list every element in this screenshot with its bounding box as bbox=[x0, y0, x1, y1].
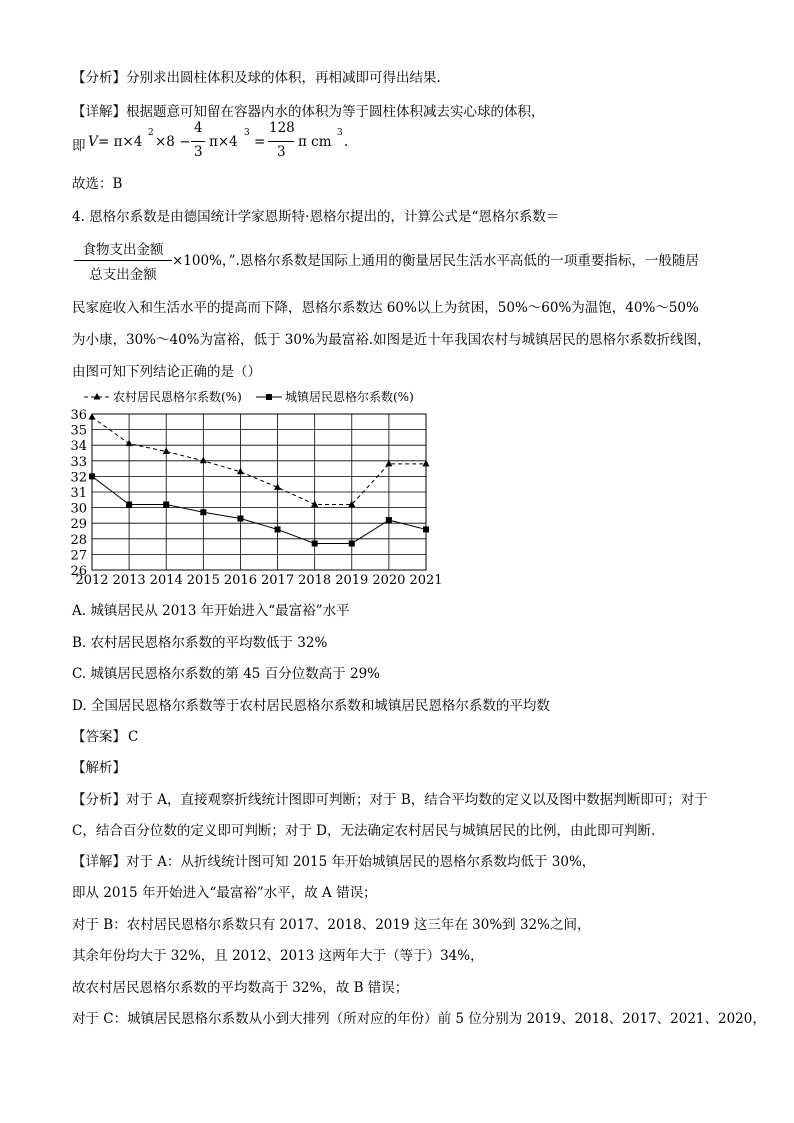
option-c[interactable]: C. 城镇居民恩格尔系数的第 45 百分位数高于 29% bbox=[72, 666, 380, 682]
engel-line-chart bbox=[64, 383, 444, 585]
x-tick-label: 2018 bbox=[298, 573, 332, 585]
question-4-line5: 由图可知下列结论正确的是（） bbox=[72, 364, 261, 380]
detail-line-2: 即从 2015 年开始进入“最富裕”水平，故 A 错误； bbox=[72, 885, 377, 901]
frac1-den: 3 bbox=[194, 144, 203, 160]
y-tick-label: 34 bbox=[70, 439, 87, 455]
square-marker bbox=[312, 540, 318, 546]
formula-part2: ×8 − bbox=[155, 134, 191, 150]
formula-sup3: 3 bbox=[337, 128, 343, 138]
square-marker bbox=[423, 526, 429, 532]
x-tick-label: 2015 bbox=[186, 573, 220, 585]
engel-frac-bar bbox=[74, 260, 172, 261]
question-4-line4: 为小康，30%～40%为富裕，低于 30%为最富裕.如图是近十年我国农村与城镇居民的恩格尔系数折线图， bbox=[72, 332, 711, 348]
y-tick-label: 28 bbox=[70, 532, 87, 548]
square-marker bbox=[349, 540, 355, 546]
legend-label: 农村居民恩格尔系数(%) bbox=[113, 390, 242, 404]
formula-var: V bbox=[88, 134, 98, 150]
legend-triangle-marker bbox=[94, 393, 101, 400]
analysis-line-2: C，结合百分位数的定义即可判断；对于 D，无法确定农村居民与城镇居民的比例，由此即可判断. bbox=[72, 823, 656, 839]
formula-part1: = π×4 bbox=[98, 134, 143, 150]
x-tick-label: 2016 bbox=[223, 573, 257, 585]
y-tick-label: 32 bbox=[70, 470, 87, 486]
square-marker bbox=[386, 517, 392, 523]
chart-svg bbox=[64, 383, 444, 585]
y-tick-label: 29 bbox=[70, 517, 87, 533]
detail-line-1: 【详解】对于 A：从折线统计图可知 2015 年开始城镇居民的恩格尔系数均低于 30%， bbox=[72, 854, 596, 870]
formula-part3: π×4 bbox=[209, 134, 238, 150]
legend-square-marker bbox=[266, 394, 272, 400]
option-a[interactable]: A. 城镇居民从 2013 年开始进入“最富裕”水平 bbox=[72, 603, 350, 619]
series-line-2 bbox=[92, 476, 426, 543]
legend-label: 城镇居民恩格尔系数(%) bbox=[285, 390, 414, 404]
frac1-bar bbox=[191, 141, 205, 142]
square-marker bbox=[126, 501, 132, 507]
detail-line-3: 对于 B：农村居民恩格尔系数只有 2017、2018、2019 这三年在 30%到 32%之间， bbox=[72, 917, 591, 933]
engel-frac-den: 总支出金额 bbox=[89, 267, 157, 283]
frac2-den: 3 bbox=[277, 144, 286, 160]
detail-line-5: 故农村居民恩格尔系数的平均数高于 32%，故 B 错误； bbox=[72, 980, 409, 996]
square-marker bbox=[275, 526, 281, 532]
formula-sup1: 2 bbox=[148, 128, 154, 138]
y-tick-label: 31 bbox=[70, 486, 87, 501]
y-tick-label: 35 bbox=[70, 423, 87, 439]
detail-line-6: 对于 C：城镇居民恩格尔系数从小到大排列（所对应的年份）前 5 位分别为 2019、2018、2017、2021、2020， bbox=[72, 1011, 766, 1027]
square-marker bbox=[163, 501, 169, 507]
x-tick-label: 2014 bbox=[149, 573, 183, 585]
question-4-line3: 民家庭收入和生活水平的提高而下降，恩格尔系数达 60%以上为贫困，50%～60%为温饱，40%～50% bbox=[72, 300, 699, 316]
choose-answer: 故选：B bbox=[72, 176, 123, 192]
square-marker bbox=[237, 516, 243, 522]
y-tick-label: 33 bbox=[70, 454, 87, 470]
x-tick-label: 2017 bbox=[261, 573, 295, 585]
question-4-line1: 4. 恩格尔系数是由德国统计学家恩斯特·恩格尔提出的，计算公式是“恩格尔系数＝ bbox=[72, 209, 560, 225]
analysis-line: 【分析】分别求出圆柱体积及球的体积，再相减即可得出结果. bbox=[72, 70, 441, 86]
x-tick-label: 2013 bbox=[112, 573, 146, 585]
formula-unit: π cm bbox=[298, 134, 332, 150]
engel-frac-num: 食物支出金额 bbox=[82, 242, 164, 258]
y-tick-label: 30 bbox=[70, 501, 87, 517]
detail-line-4: 其余年份均大于 32%，且 2012、2013 这两年大于（等于）34%， bbox=[72, 948, 484, 964]
answer-tag: 【答案】 bbox=[72, 729, 126, 745]
question-4-line2: ×100%，”.恩格尔系数是国际上通用的衡量居民生活水平高低的一项重要指标，一般随居 bbox=[172, 253, 699, 269]
x-tick-label: 2012 bbox=[75, 573, 109, 585]
engel-fraction bbox=[74, 238, 172, 283]
square-marker bbox=[89, 473, 95, 479]
solution-line: 【详解】根据题意可知留在容器内水的体积为等于圆柱体积减去实心球的体积， bbox=[72, 104, 545, 120]
x-tick-label: 2021 bbox=[409, 573, 443, 585]
option-d[interactable]: D. 全国居民恩格尔系数等于农村居民恩格尔系数和城镇居民恩格尔系数的平均数 bbox=[72, 698, 550, 714]
formula-eq2: = bbox=[254, 134, 266, 150]
square-marker bbox=[200, 509, 206, 515]
frac2-bar bbox=[268, 141, 294, 142]
x-tick-label: 2019 bbox=[335, 573, 369, 585]
formula-end: . bbox=[344, 134, 349, 150]
formula-sup2: 3 bbox=[244, 128, 250, 138]
y-tick-label: 27 bbox=[70, 548, 87, 564]
analysis-tag: 【解析】 bbox=[72, 760, 126, 776]
frac1-num: 4 bbox=[194, 120, 203, 136]
frac2-num: 128 bbox=[269, 120, 295, 136]
y-tick-label: 36 bbox=[70, 408, 87, 423]
y-tick-label: 26 bbox=[70, 564, 87, 579]
option-b[interactable]: B. 农村居民恩格尔系数的平均数低于 32% bbox=[72, 635, 328, 651]
x-tick-label: 2020 bbox=[372, 573, 406, 585]
formula-lead: 即 bbox=[72, 138, 86, 154]
answer-line bbox=[72, 725, 138, 745]
analysis-line-1: 【分析】对于 A，直接观察折线统计图即可判断；对于 B，结合平均数的定义以及图中数据判断即可；对于 bbox=[72, 792, 708, 808]
answer-value: C bbox=[128, 729, 139, 745]
triangle-marker bbox=[126, 440, 133, 447]
